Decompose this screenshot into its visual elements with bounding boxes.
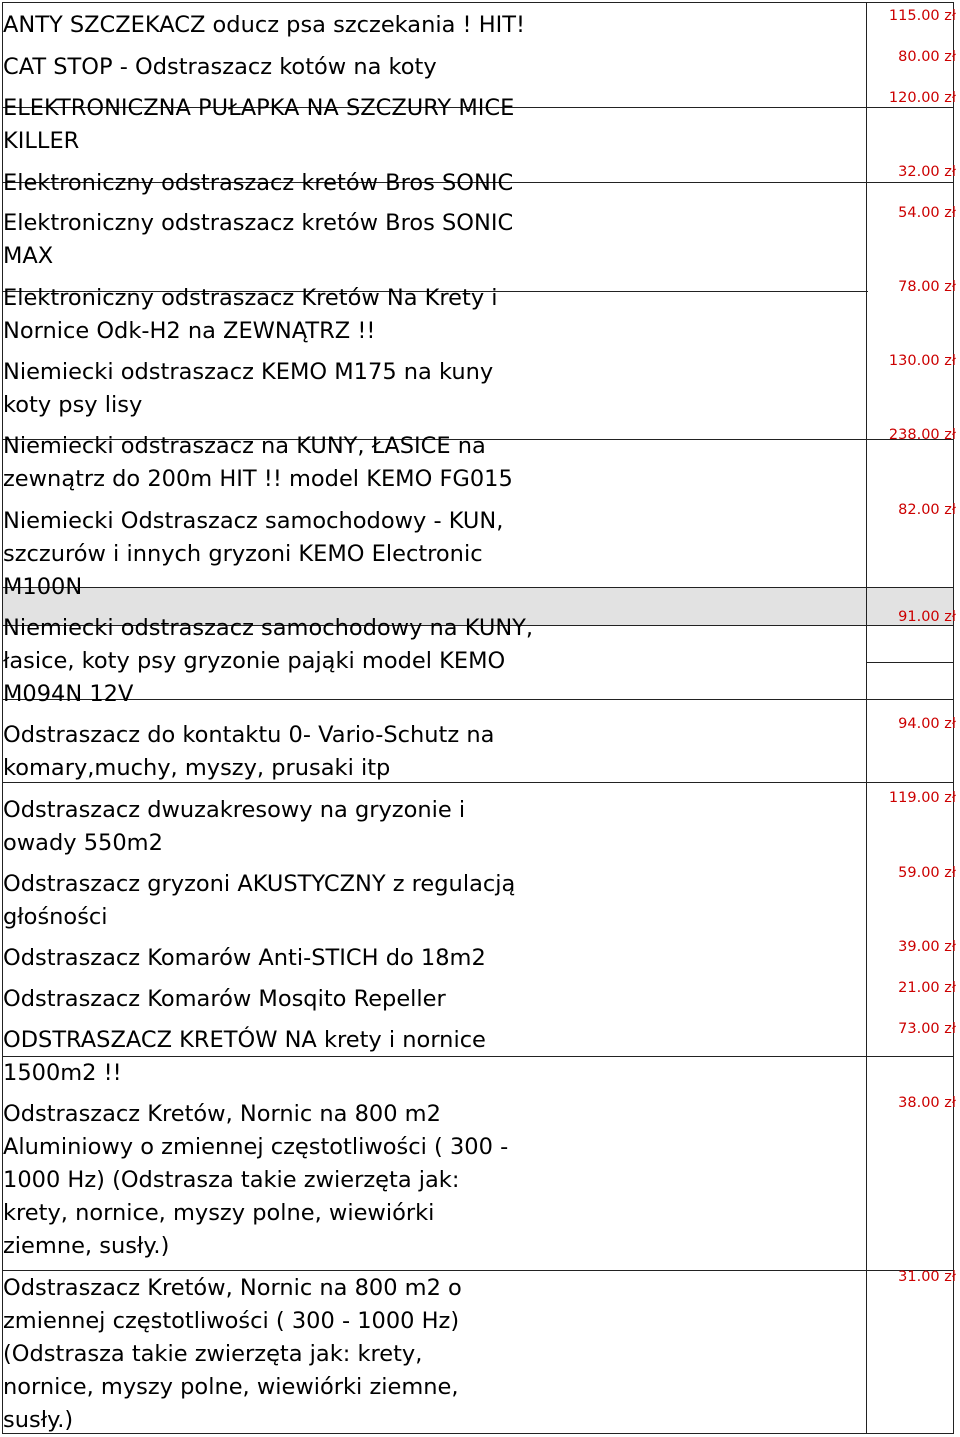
product-price: 21.00 zł xyxy=(898,980,956,996)
product-price: 80.00 zł xyxy=(898,49,956,65)
product-price: 94.00 zł xyxy=(898,716,956,732)
product-price: 130.00 zł xyxy=(888,353,956,369)
product-price: 38.00 zł xyxy=(898,1095,956,1111)
product-name[interactable]: ANTY SZCZEKACZ oducz psa szczekania ! HIT! xyxy=(3,12,526,38)
product-price: 238.00 zł xyxy=(888,427,956,443)
product-name[interactable]: Odstraszacz gryzoni AKUSTYCZNY z regulacją głośności xyxy=(3,871,516,930)
product-price: 31.00 zł xyxy=(898,1269,956,1285)
product-name[interactable]: Niemiecki odstraszacz samochodowy na KUNY, łasice, koty psy gryzonie pająki model KEMO M094N 12V xyxy=(3,615,534,707)
product-name[interactable]: Elektroniczny odstraszacz kretów Bros SONIC xyxy=(3,170,514,196)
product-name[interactable]: Odstraszacz do kontaktu 0- Vario-Schutz na komary,muchy, myszy, prusaki itp xyxy=(3,722,495,781)
product-price: 54.00 zł xyxy=(898,205,956,221)
product-price: 120.00 zł xyxy=(888,90,956,106)
column-divider xyxy=(866,2,867,1434)
product-name[interactable]: Elektroniczny odstraszacz Kretów Na Krety i Nornice Odk-H2 na ZEWNĄTRZ !! xyxy=(3,285,498,344)
product-name[interactable]: Niemiecki Odstraszacz samochodowy - KUN, szczurów i innych gryzoni KEMO Electronic M100N xyxy=(3,508,504,600)
product-price: 39.00 zł xyxy=(898,939,956,955)
product-price: 115.00 zł xyxy=(888,8,956,24)
product-price: 82.00 zł xyxy=(898,502,956,518)
product-name[interactable]: Elektroniczny odstraszacz kretów Bros SONIC MAX xyxy=(3,210,514,269)
product-price: 119.00 zł xyxy=(888,790,956,806)
product-name[interactable]: Odstraszacz Kretów, Nornic na 800 m2 Aluminiowy o zmiennej częstotliwości ( 300 - 1000 Hz) (Odstrasza takie zwierzęta jak: krety, nornice, myszy polne, wiewiórki ziemne, susły.) xyxy=(3,1101,509,1259)
product-price: 32.00 zł xyxy=(898,164,956,180)
product-name[interactable]: Niemiecki odstraszacz na KUNY, ŁASICE na zewnątrz do 200m HIT !! model KEMO FG015 xyxy=(3,433,513,492)
product-name[interactable]: Odstraszacz dwuzakresowy na gryzonie i owady 550m2 xyxy=(3,797,466,856)
product-name[interactable]: Niemiecki odstraszacz KEMO M175 na kuny koty psy lisy xyxy=(3,359,494,418)
product-price: 78.00 zł xyxy=(898,279,956,295)
product-price: 91.00 zł xyxy=(898,609,956,625)
product-name[interactable]: Odstraszacz Komarów Mosqito Repeller xyxy=(3,986,446,1012)
product-name[interactable]: Odstraszacz Kretów, Nornic na 800 m2 o zmiennej częstotliwości ( 300 - 1000 Hz) (Odstrasza takie zwierzęta jak: krety, nornice, myszy polne, wiewiórki ziemne, susły.) xyxy=(3,1275,462,1433)
product-price: 73.00 zł xyxy=(898,1021,956,1037)
product-name[interactable]: ELEKTRONICZNA PUŁAPKA NA SZCZURY MICE KILLER xyxy=(3,95,515,154)
product-price: 59.00 zł xyxy=(898,865,956,881)
product-name[interactable]: ODSTRASZACZ KRETÓW NA krety i nornice 1500m2 !! xyxy=(3,1027,486,1086)
product-name[interactable]: Odstraszacz Komarów Anti-STICH do 18m2 xyxy=(3,945,486,971)
product-name[interactable]: CAT STOP - Odstraszacz kotów na koty xyxy=(3,54,437,80)
